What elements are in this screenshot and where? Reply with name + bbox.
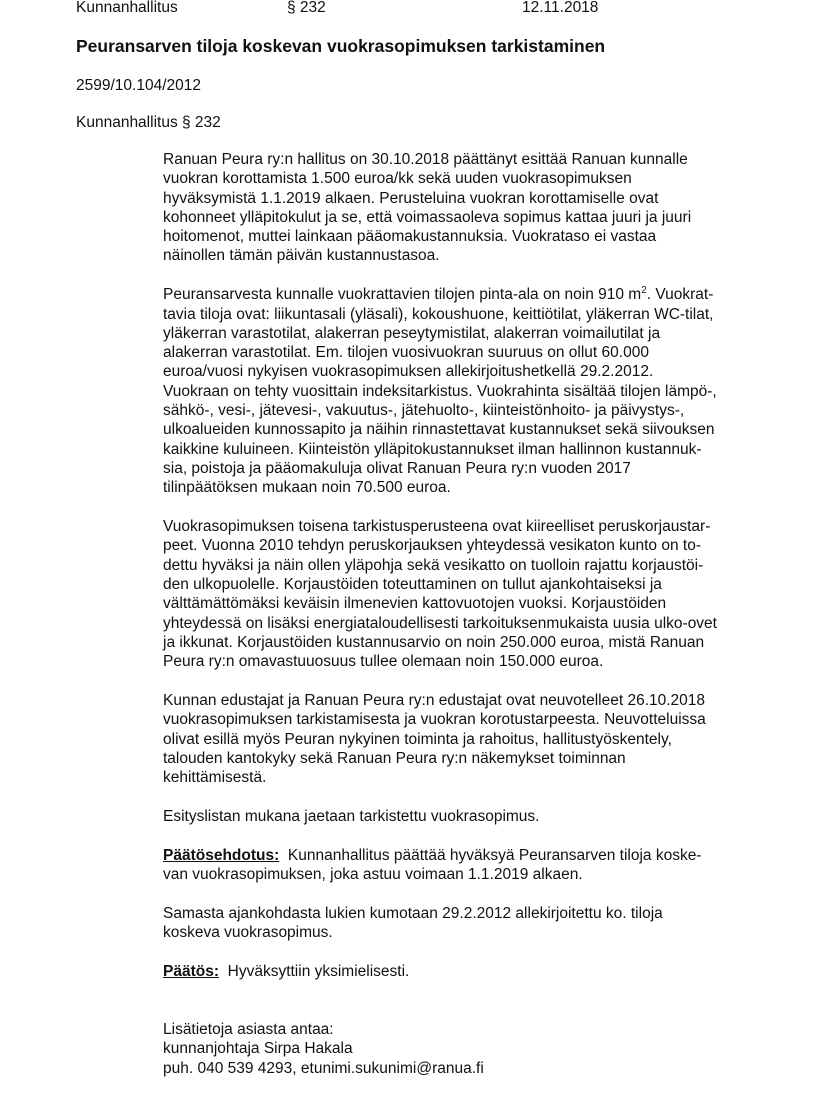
text-line: kaikkine kuluineen. Kiinteistön ylläpitokustannukset ilman hallinnon kustannuk- — [163, 440, 702, 458]
contact-info — [163, 1020, 763, 1078]
header-organization: Kunnanhallitus — [76, 0, 178, 16]
text-line: olivat esillä myös Peuran nykyinen toiminta ja rahoitus, hallitustyöskentely, — [163, 730, 672, 748]
text-line: alakerran varastotilat. Em. tilojen vuosivuokran suuruus on ollut 60.000 — [163, 344, 649, 362]
text-line: ulkoalueiden kunnossapito ja näihin rinnastettavat kustannukset sekä siivouksen — [163, 421, 715, 439]
area-text: Peuransarvesta kunnalle vuokrattavien tilojen pinta-ala on noin 910 m — [163, 286, 642, 304]
paragraph-premises — [163, 285, 763, 497]
text-line: näinollen tämän päivän kustannustasoa. — [163, 247, 440, 265]
text-line: euroa/vuosi nykyisen vuokrasopimuksen allekirjoitushetkellä 29.2.2012. — [163, 363, 654, 381]
repeal-paragraph — [163, 904, 763, 943]
subheading: Kunnanhallitus § 232 — [76, 114, 221, 131]
header-section: § 232 — [287, 0, 326, 16]
decision-text: Hyväksyttiin yksimielisesti. — [227, 962, 410, 980]
text-line: vuokrasopimuksen tarkistamisesta ja vuokran korotustarpeesta. Neuvotteluissa — [163, 711, 706, 729]
document-title: Peuransarven tiloja koskevan vuokrasopimuksen tarkistaminen — [76, 36, 606, 56]
document-body — [163, 150, 763, 1098]
text-line: van vuokrasopimuksen, joka astuu voimaan 1.1.2019 alkaen. — [163, 866, 583, 883]
text-line: tilinpäätöksen mukaan noin 70.500 euroa. — [163, 479, 451, 497]
text-line: talouden kantokyky sekä Ranuan Peura ry:n näkemykset toiminnan — [163, 749, 626, 767]
decision — [163, 962, 763, 981]
superscript: 2 — [641, 285, 647, 297]
text-line: peet. Vuonna 2010 tehdyn peruskorjauksen yhteydessä vesikaton kunto on to- — [163, 537, 701, 555]
text-line: Vuokrasopimuksen toisena tarkistusperusteena ovat kiireelliset peruskorjaustar- — [163, 518, 711, 536]
text-line: sähkö-, vesi-, jätevesi-, vakuutus-, jätehuolto-, kiinteistönhoito- ja päivystys-, — [163, 402, 685, 420]
contact-intro: Lisätietoja asiasta antaa: — [163, 1021, 334, 1039]
text-line: välttämättömäksi keväisin ilmenevien kattovuotojen vuoksi. Korjaustöiden — [163, 595, 667, 613]
text-line — [163, 846, 763, 865]
proposal — [163, 846, 763, 885]
reference-number: 2599/10.104/2012 — [76, 77, 201, 94]
text-line: vuokran korottamista 1.500 euroa/kk sekä uuden vuokrasopimuksen — [163, 170, 632, 188]
text-line: Esityslistan mukana jaetaan tarkistettu vuokrasopimus. — [163, 807, 540, 825]
text-line: Peura ry:n omavastuuosuus tullee olemaan noin 150.000 euroa. — [163, 653, 604, 671]
text-line: Samasta ajankohdasta lukien kumotaan 29.2.2012 allekirjoitettu ko. tiloja — [163, 904, 663, 922]
text-line — [163, 962, 763, 981]
text-line: koskeva vuokrasopimus. — [163, 924, 333, 942]
text-line: Vuokraan on tehty vuosittain indeksitarkistus. Vuokrahinta sisältää tilojen lämpö-, — [163, 382, 717, 400]
contact-phone-email: puh. 040 539 4293, etunimi.sukunimi@ranua.fi — [163, 1059, 484, 1077]
text-line: kohonneet ylläpitokulut ja se, että voimassaoleva sopimus kattaa juuri ja juuri — [163, 208, 692, 226]
text-line: dettu hyväksi ja näin ollen yläpohja sekä vesikatto on tuolloin rajattu korjaustöi- — [163, 556, 704, 574]
text-line: yhteydessä on lisäksi energiataloudellisesti tarkoituksenmukaista uusia ulko-ovet — [163, 614, 717, 632]
text-line: den ulkopuolelle. Korjaustöiden toteuttaminen on tullut ajankohtaiseksi ja — [163, 575, 662, 593]
area-text-continued: . Vuokrat- — [646, 286, 714, 304]
proposal-text: Kunnanhallitus päättää hyväksyä Peuransarven tiloja koske- — [287, 846, 702, 864]
text-line: Kunnan edustajat ja Ranuan Peura ry:n edustajat ovat neuvotelleet 26.10.2018 — [163, 691, 706, 709]
paragraph-rent-increase — [163, 150, 763, 266]
text-line: hyväksymistä 1.1.2019 alkaen. Perusteluina vuokran korottamiselle ovat — [163, 189, 659, 207]
text-line — [163, 285, 763, 304]
text-line: hoitomenot, muttei lainkaan pääomakustannuksia. Vuokrataso ei vastaa — [163, 228, 657, 246]
paragraph-repairs — [163, 517, 763, 671]
paragraph-attachment — [163, 807, 763, 826]
proposal-label: Päätösehdotus: — [163, 846, 280, 864]
decision-label: Päätös: — [163, 962, 219, 980]
text-line: Ranuan Peura ry:n hallitus on 30.10.2018 päättänyt esittää Ranuan kunnalle — [163, 151, 688, 168]
text-line: sia, poistoja ja pääomakuluja olivat Ranuan Peura ry:n vuoden 2017 — [163, 459, 631, 477]
paragraph-negotiations — [163, 691, 763, 787]
text-line: yläkerran varastotilat, alakerran peseytymistilat, alakerran voimailutilat ja — [163, 324, 661, 342]
text-line: kehittämisestä. — [163, 769, 267, 787]
contact-person: kunnanjohtaja Sirpa Hakala — [163, 1040, 353, 1058]
text-line: ja ikkunat. Korjaustöiden kustannusarvio on noin 250.000 euroa, mistä Ranuan — [163, 633, 705, 651]
header-date: 12.11.2018 — [522, 0, 599, 16]
text-line: tavia tiloja ovat: liikuntasali (yläsali), kokoushuone, keittiötilat, yläkerran WC-tilat, — [163, 305, 714, 323]
